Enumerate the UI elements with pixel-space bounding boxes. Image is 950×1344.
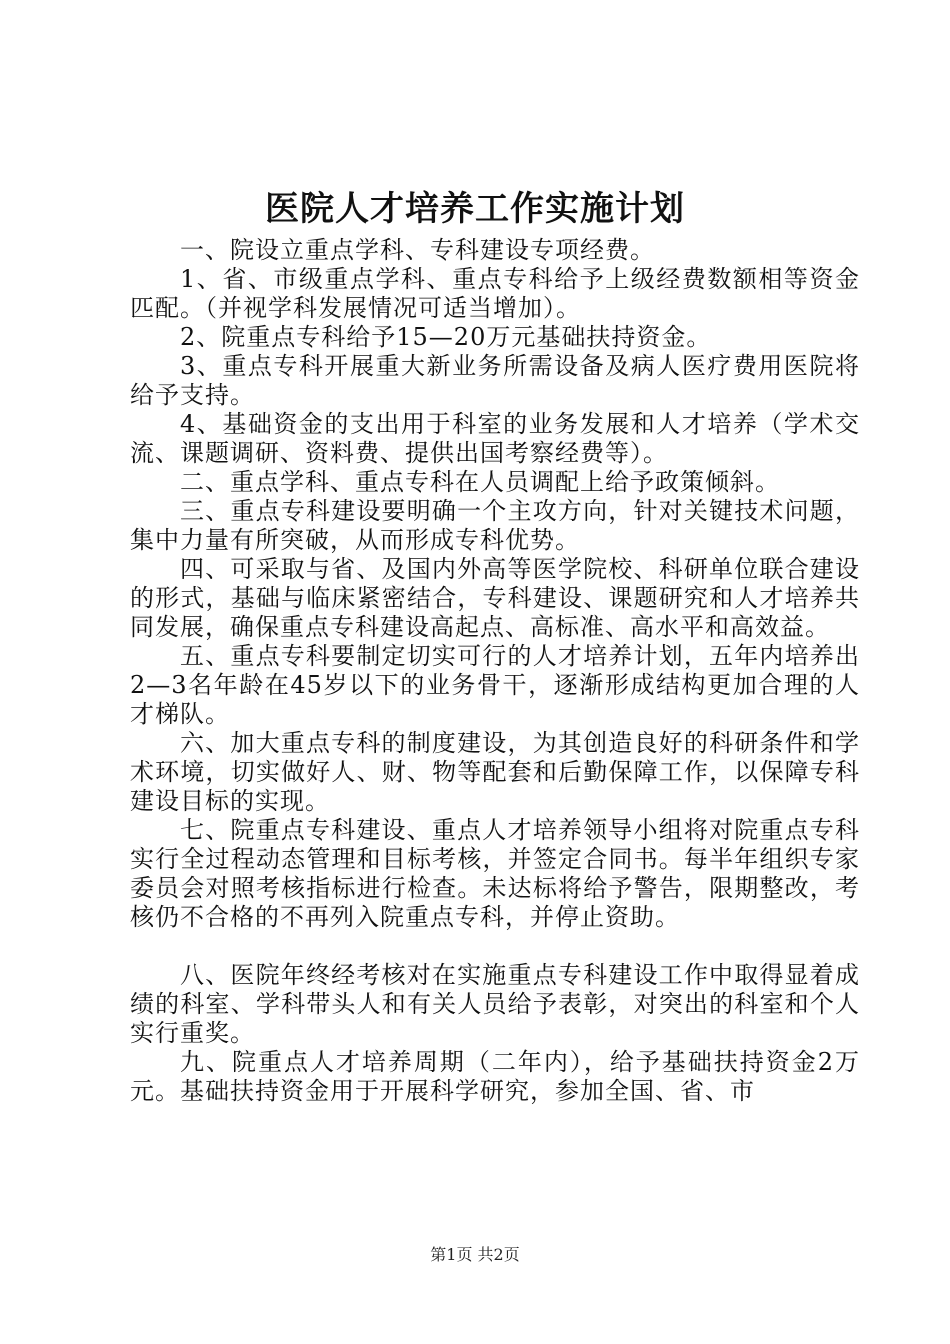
paragraph-10: 六、加大重点专科的制度建设，为其创造良好的科研条件和学术环境，切实做好人、财、物等配套和后勤保障工作，以保障专科建设目标的实现。 <box>130 729 860 815</box>
paragraph-8: 四、可采取与省、及国内外高等医学院校、科研单位联合建设的形式，基础与临床紧密结合，专科建设、课题研究和人才培养共同发展，确保重点专科建设高起点、高标准、高水平和高效益。 <box>130 555 860 641</box>
document-body <box>130 236 860 1106</box>
paragraph-4: 3、重点专科开展重大新业务所需设备及病人医疗费用医院将给予支持。 <box>130 352 860 409</box>
paragraph-3: 2、院重点专科给予15—20万元基础扶持资金。 <box>180 323 712 351</box>
paragraph-11: 七、院重点专科建设、重点人才培养领导小组将对院重点专科实行全过程动态管理和目标考核，并签定合同书。每半年组织专家委员会对照考核指标进行检查。未达标将给予警告，限期整改，考核仍不合格的不再列入院重点专科，并停止资助。 <box>130 816 860 931</box>
paragraph-12: 八、医院年终经考核对在实施重点专科建设工作中取得显着成绩的科室、学科带头人和有关人员给予表彰，对突出的科室和个人实行重奖。 <box>130 961 860 1047</box>
paragraph-7: 三、重点专科建设要明确一个主攻方向，针对关键技术问题，集中力量有所突破，从而形成专科优势。 <box>130 497 860 554</box>
paragraph-5: 4、基础资金的支出用于科室的业务发展和人才培养（学术交流、课题调研、资料费、提供出国考察经费等）。 <box>130 410 860 467</box>
paragraph-2: 1、省、市级重点学科、重点专科给予上级经费数额相等资金匹配。（并视学科发展情况可适当增加）。 <box>130 265 860 322</box>
document-title: 医院人才培养工作实施计划 <box>265 189 685 229</box>
page-number: 第1页 共2页 <box>430 1245 520 1264</box>
paragraph-1: 一、院设立重点学科、专科建设专项经费。 <box>180 236 655 264</box>
paragraph-6: 二、重点学科、重点专科在人员调配上给予政策倾斜。 <box>180 468 780 496</box>
paragraph-13: 九、院重点人才培养周期（二年内），给予基础扶持资金2万元。基础扶持资金用于开展科学研究，参加全国、省、市 <box>130 1048 860 1105</box>
paragraph-spacer <box>130 932 860 961</box>
paragraph-9: 五、重点专科要制定切实可行的人才培养计划，五年内培养出2—3名年龄在45岁以下的业务骨干，逐渐形成结构更加合理的人才梯队。 <box>130 642 860 728</box>
